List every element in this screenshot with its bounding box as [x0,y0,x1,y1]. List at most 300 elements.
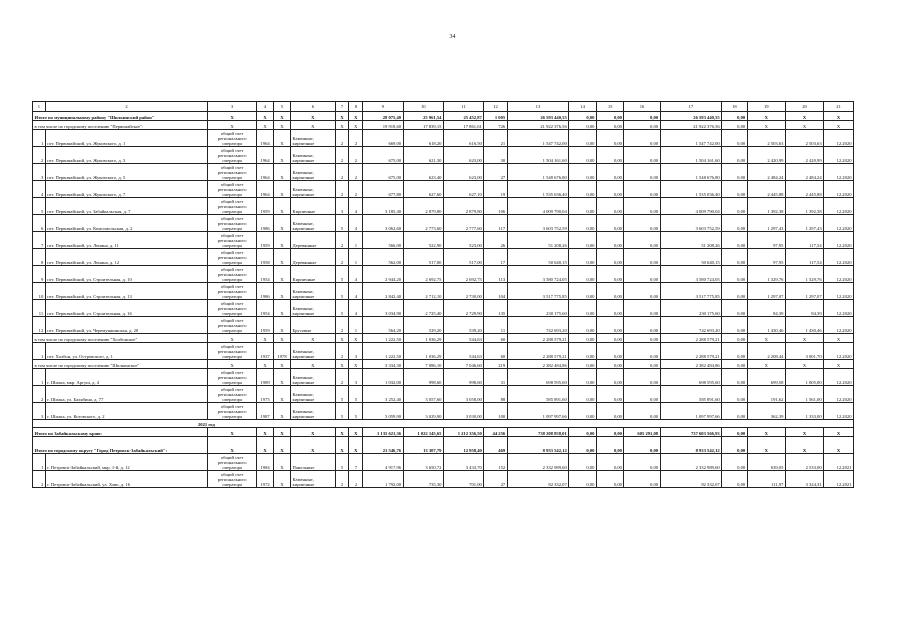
table-cell: Каменные, кирпичные [291,130,336,147]
table-cell: 0,00 [624,403,660,420]
table-cell: 0,00 [569,300,597,317]
table-cell: 12 [33,317,46,334]
table-cell: 3 650,72 [403,454,443,471]
column-header-21: 21 [824,102,854,112]
table-cell: 0,00 [596,437,624,454]
table-cell: X [274,334,291,343]
table-cell: 726 [484,121,507,130]
table-cell: пгт. Первомайский, ул. Ленина, д. 11 [45,232,208,249]
table-cell: Кирпичные [291,198,336,215]
table-cell: 618,20 [403,130,443,147]
column-header-16: 16 [624,102,660,112]
table-row [33,420,854,428]
table-cell: X [208,437,257,454]
table-cell: пгт. Первомайский, ул. Строительная, д. 16 [45,300,208,317]
table-cell: 2 692,75 [443,266,483,283]
table-cell: 1 329,76 [747,266,785,283]
table-cell: 2 944,20 [363,266,403,283]
table-cell: 1 297,07 [785,283,823,300]
table-cell: 12.2020 [824,386,854,403]
table-cell: 0,00 [569,471,597,488]
table-cell: общий счет регионального оператора [208,300,257,317]
table-cell: 0,00 [596,266,624,283]
table-cell: 0,00 [596,360,624,369]
table-cell: X [274,181,291,198]
table-cell: пгт. Первомайский, ул. Забайкальская, д. 7 [45,198,208,215]
table-cell: 0,00 [624,283,660,300]
table-cell: 0,00 [596,198,624,215]
table-cell: 60 [484,334,507,343]
table-cell: X [274,164,291,181]
table-cell: 0,00 [569,232,597,249]
table-cell: 50 640,15 [507,249,569,266]
table-cell: 84,39 [785,300,823,317]
table-cell: 0,00 [624,130,660,147]
table-cell: 50 640,15 [660,249,722,266]
table-cell: X [349,112,363,121]
table-cell: 12.2020 [824,147,854,164]
table-cell: Панельные [291,454,336,471]
table-cell: 1954 [257,300,274,317]
table-cell: 3 580 724,05 [660,266,722,283]
table-cell: X [257,428,274,437]
table-cell: Каменные, кирпичные [291,300,336,317]
table-cell: 44 256 [484,428,507,437]
table-cell: 5 [335,266,349,283]
table-cell: пгт. Первомайский, ул. Жуковского, д. 1 [45,130,208,147]
table-cell: 1986 [257,215,274,232]
table-cell: 100 [484,403,507,420]
table-cell: 0,00 [569,164,597,181]
table-cell: общий счет регионального оператора [208,283,257,300]
table-cell: 2 725,40 [403,300,443,317]
table-cell: 2 420,99 [785,147,823,164]
table-cell: X [274,147,291,164]
table-cell: 26 593 440,55 [507,112,569,121]
table-cell: 1 [349,249,363,266]
table-cell: 12 958,40 [443,437,483,454]
table-cell: 1964 [257,164,274,181]
table-cell: Деревянные [291,249,336,266]
table-cell: 1 548 676,80 [507,164,569,181]
table-cell: 191,62 [747,386,785,403]
table-cell: 11 [33,300,46,317]
table-row [33,317,854,334]
table-cell: 3 324,31 [785,471,823,488]
table-cell: 0,00 [722,369,747,386]
table-row [33,266,854,283]
table-cell: 1959 [257,232,274,249]
table-cell: 0,00 [624,215,660,232]
table-cell: X [291,360,336,369]
table-cell: 2 [349,164,363,181]
table-cell: 698 595,60 [507,369,569,386]
table-cell: 1 547 742,00 [507,130,569,147]
table-cell: 0,00 [624,334,660,343]
table-cell: 1964 [257,147,274,164]
table-cell: 1986 [257,283,274,300]
section-label: Итого по городскому округу "Город Петровск-Забайкальский": [33,437,208,454]
table-cell: 12.2021 [824,454,854,471]
column-header-15: 15 [596,102,624,112]
table-cell: 2 [335,130,349,147]
table-cell: общий счет регионального оператора [208,386,257,403]
table-cell: 82 332,07 [660,471,722,488]
table-cell: 544,63 [443,334,483,343]
table-cell: 1 333,00 [785,403,823,420]
table-cell: 4 [349,300,363,317]
table-cell: 60 [484,343,507,360]
table-row [33,121,854,130]
table-cell: 2 [335,471,349,488]
table-cell: 742 693,20 [660,317,722,334]
table-cell: 0,00 [569,249,597,266]
table-cell: X [274,369,291,386]
table-cell: 1959 [257,198,274,215]
table-cell: 675,00 [363,147,403,164]
table-cell: 544,63 [443,343,483,360]
table-cell: 2 288 579,21 [660,343,722,360]
table-cell: 104 [484,283,507,300]
table-cell: 12.2020 [824,403,854,420]
table-cell: X [747,121,785,130]
table-cell: X [824,437,854,454]
table-row [33,130,854,147]
table-cell: 2 [349,181,363,198]
table-cell: 0,00 [722,198,747,215]
table-cell: 219 [484,360,507,369]
table-cell: 0,00 [596,121,624,130]
table-cell: 623,00 [443,147,483,164]
table-cell: 3 580 724,05 [507,266,569,283]
column-header-18: 18 [722,102,747,112]
table-cell: 0,00 [722,428,747,437]
table-cell: общий счет регионального оператора [208,130,257,147]
table-cell: пгт. Первомайский, ул. Ленина, д. 12 [45,249,208,266]
table-cell: X [208,112,257,121]
table-cell: общий счет регионального оператора [208,369,257,386]
table-cell: 5 [335,454,349,471]
table-cell: 627,60 [403,181,443,198]
table-cell: 4 [349,283,363,300]
table-cell: 2 420,99 [747,147,785,164]
page-number: 34 [449,34,456,40]
table-cell: 5 [33,198,46,215]
table-row [33,164,854,181]
table-row [33,437,854,454]
table-cell: 12.2020 [824,130,854,147]
table-cell: X [274,121,291,130]
table-cell: 0,00 [569,437,597,454]
table-cell: 0,00 [596,181,624,198]
table-cell: 8 [33,249,46,266]
table-cell: 564,20 [363,317,403,334]
table-cell: 2 730,00 [443,283,483,300]
table-cell: 0,00 [596,334,624,343]
table-cell: 25 452,87 [443,112,483,121]
table-cell: 31 [484,369,507,386]
table-cell: 2 382 484,86 [507,360,569,369]
table-cell: 0,00 [624,317,660,334]
table-cell: X [257,121,274,130]
table-cell: 1954 [257,266,274,283]
table-cell: 701,00 [443,471,483,488]
table-cell: 1 [33,130,46,147]
table-cell: 669,00 [363,130,403,147]
table-cell: 3 [349,369,363,386]
table-cell: 2 445,88 [785,181,823,198]
table-cell: 3 [33,164,46,181]
table-cell: 0,00 [624,343,660,360]
table-cell: Каменные, кирпичные [291,369,336,386]
table-cell: 12.2020 [824,198,854,215]
table-cell: 523,00 [443,232,483,249]
table-cell: 97,95 [747,249,785,266]
table-cell: X [274,437,291,454]
table-cell: 1 561,00 [785,386,823,403]
table-cell: общий счет регионального оператора [208,317,257,334]
table-cell: 1 548 676,80 [660,164,722,181]
table-cell: 2 288 579,21 [660,334,722,343]
table-cell: 0,00 [596,215,624,232]
table-cell: общий счет регионального оператора [208,181,257,198]
column-header-2: 2 [45,102,208,112]
table-cell: 623,40 [403,164,443,181]
table-cell: 2 208,44 [747,343,785,360]
table-row [33,360,854,369]
table-cell: 2 729,90 [443,300,483,317]
table-cell: 12.2020 [824,215,854,232]
table-cell: г. Шилка, мкр. Аргуш, д. 4 [45,369,208,386]
table-cell: X [291,334,336,343]
table-cell: X [785,437,823,454]
table-cell: 84,39 [747,300,785,317]
table-cell: 3 [33,403,46,420]
table-cell: X [747,437,785,454]
table-cell: 699,58 [747,369,785,386]
table-cell: 2 332 989,60 [507,454,569,471]
table-cell: X [747,428,785,437]
table-cell: 4 009 790,04 [660,198,722,215]
table-cell: 0,00 [596,343,624,360]
table-cell: 12.2021 [824,471,854,488]
table-cell: 0,00 [722,386,747,403]
table-cell: общий счет регионального оператора [208,215,257,232]
table-cell: 0,00 [722,454,747,471]
table-cell: Каменные, кирпичные [291,215,336,232]
table-cell: 0,00 [569,121,597,130]
table-cell: 0,00 [569,360,597,369]
table-cell: 7 086,10 [403,360,443,369]
table-cell: Каменные, кирпичные [291,471,336,488]
table-cell: 737 603 566,93 [660,428,722,437]
table-cell: г. Петровск-Забайкальский, мкр. 1-й, д. 12 [45,454,208,471]
table-cell: 0,00 [569,283,597,300]
table-cell: 12.2020 [824,181,854,198]
table-cell: 0,00 [596,369,624,386]
table-cell: 7 [349,454,363,471]
table-cell: 0,00 [624,300,660,317]
table-cell: X [747,112,785,121]
table-cell: 19 [484,181,507,198]
table-cell: X [747,360,785,369]
table-cell: 2 [349,147,363,164]
table-cell: 7 046,60 [443,360,483,369]
table-cell: 1 392,38 [785,198,823,215]
table-cell: 3 062,60 [363,215,403,232]
table-cell: 27 [484,471,507,488]
table-cell: X [274,454,291,471]
table-cell: 3 517 775,85 [507,283,569,300]
table-cell: 0,00 [596,454,624,471]
table-cell: 117,54 [785,232,823,249]
table-cell: 1937 [257,343,274,360]
table-cell: общий счет регионального оператора [208,403,257,420]
table-cell: 0,00 [624,266,660,283]
table-cell: 0,00 [596,428,624,437]
table-cell: пгт. Первомайский, ул. Жуковского, д. 7 [45,181,208,198]
table-cell: X [335,428,349,437]
table-cell: 0,00 [722,471,747,488]
table-cell: 12.2020 [824,300,854,317]
table-cell: 1 535 036,40 [660,181,722,198]
table-cell: X [335,334,349,343]
table-cell: X [208,121,257,130]
table-cell: 2 [33,386,46,403]
table-cell: 0,00 [596,283,624,300]
table-cell: X [257,112,274,121]
table-cell: 0,00 [569,112,597,121]
table-cell: 735,30 [403,471,443,488]
table-cell: 698 595,60 [660,369,722,386]
table-cell: 111,97 [747,471,785,488]
table-cell: 0,00 [722,360,747,369]
table-row [33,386,854,403]
column-header-13: 13 [507,102,569,112]
capital-repair-table [32,101,854,488]
table-cell: 2 [335,317,349,334]
table-cell: 1 [349,232,363,249]
table-cell: 2 [335,147,349,164]
table-cell: 1 097 997,66 [660,403,722,420]
table-cell: 585 891,60 [507,386,569,403]
table-cell: 117,54 [785,249,823,266]
table-cell: 2 [335,181,349,198]
table-cell: 585 891,60 [660,386,722,403]
table-cell: 1975 [257,386,274,403]
table-cell: Каменные, кирпичные [291,343,336,360]
table-cell: общий счет регионального оператора [208,198,257,215]
table-cell: 88 [484,386,507,403]
table-cell: 1 [33,369,46,386]
table-cell: 2 533,00 [785,454,823,471]
table-cell: 539,20 [443,317,483,334]
table-cell: 1 504 161,60 [507,147,569,164]
table-cell: 742 693,20 [507,317,569,334]
table-cell: 1 [349,317,363,334]
table-cell: 8 933 542,12 [507,437,569,454]
table-cell: 2 712,10 [403,283,443,300]
table-cell: 562,00 [363,249,403,266]
table-cell: 6 [33,215,46,232]
table-cell: 4 [349,266,363,283]
table-cell: 1964 [257,130,274,147]
table-cell: Брусовые [291,317,336,334]
table-cell: X [824,334,854,343]
table-cell: 5 [349,403,363,420]
table-cell: 0,00 [596,300,624,317]
table-cell: 26 [484,232,507,249]
table-cell: общий счет регионального оператора [208,343,257,360]
table-cell: X [349,334,363,343]
column-header-1: 1 [33,102,46,112]
table-row [33,232,854,249]
column-header-3: 3 [208,102,257,112]
table-row [33,428,854,437]
table-cell: Кирпичные [291,266,336,283]
table-cell: 3 185,40 [363,198,403,215]
table-cell: 1 005,00 [785,369,823,386]
table-cell: 0,00 [722,147,747,164]
table-cell: X [349,121,363,130]
table-cell: 13 307,79 [403,437,443,454]
table-cell: 0,00 [596,386,624,403]
table-cell: 0,00 [624,369,660,386]
table-cell: X [785,334,823,343]
table-cell: 0,00 [569,147,597,164]
table-cell: 3 334,30 [363,360,403,369]
table-cell: X [785,360,823,369]
table-cell: X [349,360,363,369]
table-cell: X [824,121,854,130]
column-header-9: 9 [363,102,403,112]
table-cell: 0,00 [596,130,624,147]
table-cell: X [291,121,336,130]
table-cell: пгт. Первомайский, ул. Комсомольская, д. 2 [45,215,208,232]
table-cell: 0,00 [722,121,747,130]
table-cell: 3 030,00 [443,403,483,420]
table-cell: 621,30 [403,147,443,164]
table-cell: 0,00 [722,437,747,454]
table-cell: 0,00 [569,317,597,334]
table-cell: X [335,112,349,121]
table-cell: X [274,215,291,232]
table-cell: 738 208 858,01 [507,428,569,437]
table-cell: X [824,112,854,121]
table-cell: X [747,334,785,343]
table-cell: 2 [335,249,349,266]
table-cell: 623,00 [443,164,483,181]
table-cell: X [274,249,291,266]
table-cell: г. Шилка, ул. Балябина, д. 77 [45,386,208,403]
column-header-6: 6 [291,102,336,112]
table-cell: X [349,428,363,437]
table-cell: 113 [484,266,507,283]
table-cell: 1984 [257,454,274,471]
table-cell: 2 879,80 [403,198,443,215]
table-row [33,343,854,360]
table-cell: X [274,300,291,317]
table-cell: 3 059,90 [363,403,403,420]
table-cell: 3 603 752,59 [660,215,722,232]
column-header-19: 19 [747,102,785,112]
table-cell: общий счет регионального оператора [208,147,257,164]
table-cell: 2 773,60 [403,215,443,232]
table-cell: 230 175,60 [660,300,722,317]
table-cell: 0,00 [569,386,597,403]
table-cell: 2 484,24 [747,164,785,181]
table-cell: X [785,121,823,130]
